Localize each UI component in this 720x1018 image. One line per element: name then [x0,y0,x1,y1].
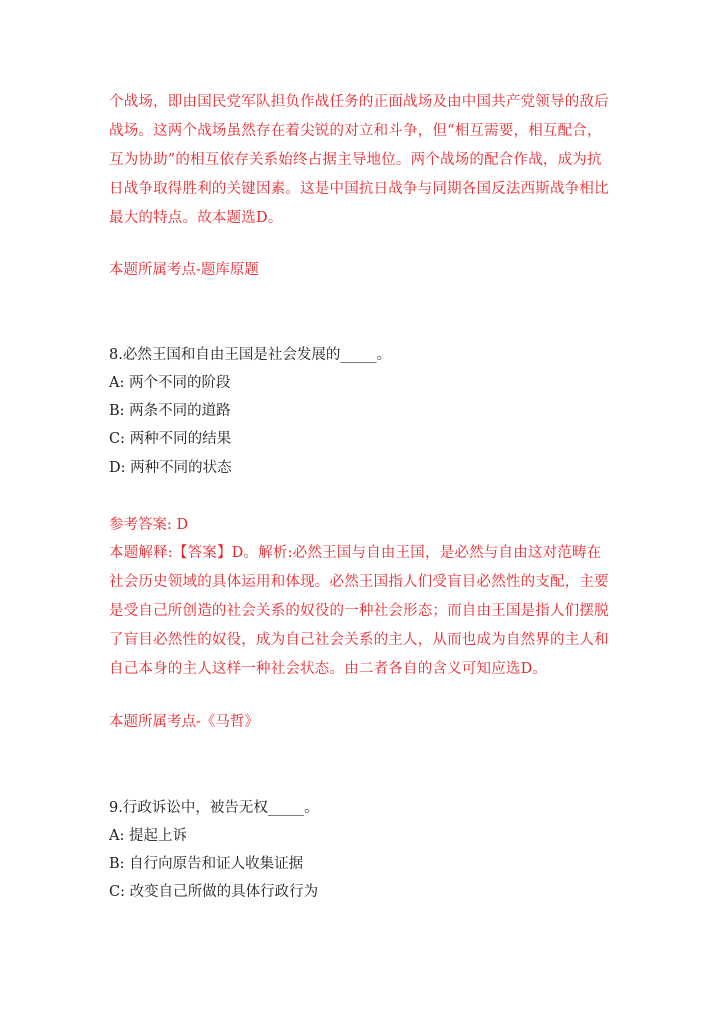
question-9-text: 9.行政诉讼中，被告无权_____。 [109,800,319,816]
prev-answer-analysis: 个战场，即由国民党军队担负作战任务的正面战场及由中国共产党领导的敌后战场。这两个战场虽然存在着尖锐的对立和斗争，但“相互需要，相互配合，互为协助”的相互依存关系始终占据主导地位。两个战场的配合作战，成为抗日战争取得胜利的关键因素。这是中国抗日战争与同期各国反法西斯战争相比最大的特点。故本题选D。 [109,94,609,226]
question-8-option-a: A: 两个不同的阶段 [109,375,231,391]
question-8-answer: 参考答案: D [109,517,189,533]
question-8-option-b: B: 两条不同的道路 [109,403,231,419]
question-8-option-d: D: 两种不同的状态 [109,460,232,476]
question-8-text: 8.必然王国和自由王国是社会发展的_____。 [109,347,392,363]
question-9-option-b: B: 自行向原告和证人收集证据 [109,856,304,872]
question-8-option-c: C: 两种不同的结果 [109,431,232,447]
question-8-explanation: 本题解释:【答案】D。解析:必然王国与自由王国，是必然与自由这对范畴在社会历史领域的具体运用和体现。必然王国指人们受盲目必然性的支配，主要是受自己所创造的社会关系的奴役的一种社会形态；而自由王国是指人们摆脱了盲目必然性的奴役，成为自己社会关系的主人，从而也成为自然界的主人和自己本身的主人这样一种社会状态。由二者各自的含义可知应选D。 [109,545,609,677]
prev-topic-label: 本题所属考点-题库原题 [109,262,259,278]
question-9-option-c: C: 改变自己所做的具体行政行为 [109,884,319,900]
question-8-topic: 本题所属考点-《马哲》 [109,714,259,730]
question-9-option-a: A: 提起上诉 [109,828,187,844]
